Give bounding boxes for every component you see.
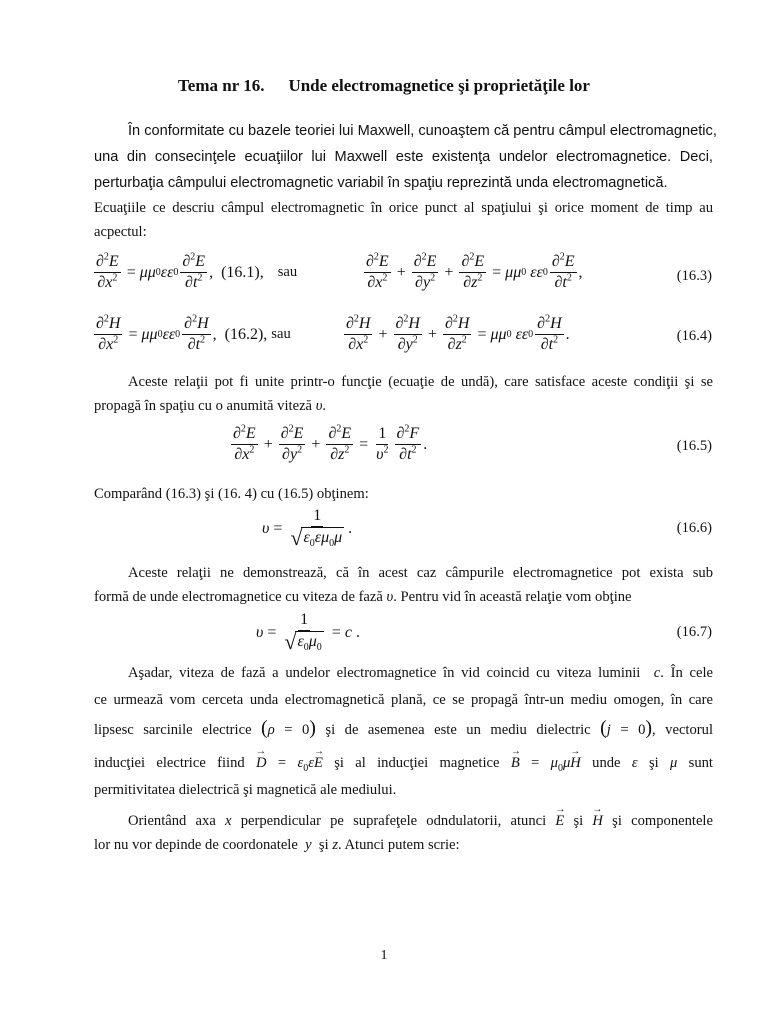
equation-row	[0, 424, 768, 474]
math-c: c	[653, 665, 661, 681]
page-number: 1	[380, 948, 388, 963]
text-line	[94, 718, 713, 740]
sau-label: sau	[271, 326, 291, 342]
eq-number: (16.4)	[676, 328, 712, 344]
equation-16-2: $\frac{\partial^2H}{\partial x^2}$ = μμ 0 εε 0 $\frac{\partial^2H}{\partial t^2}$ , (16.2) , sau	[96, 313, 291, 353]
equation-16-1: $\frac{\partial^2E}{\partial x^2}$ = μμ 0 εε 0 $\frac{\partial^2E}{\partial t^2}$ , (16.1) , sau	[96, 251, 298, 291]
math-y: y	[305, 837, 312, 853]
text-fragment: propagă în spaţiu cu o anumită viteză	[94, 398, 313, 414]
text-line: Ecuaţiile ce descriu câmpul electromagnetic în orice punct al spaţiului şi orice moment de timp au	[94, 200, 713, 216]
equation-16-6: υ = 1 √ $\varepsilon_0\varepsilon\mu_0\mu$ .	[262, 507, 353, 550]
eq-number: (16.7)	[676, 624, 712, 640]
math-z: z	[332, 837, 338, 853]
equation-16-3: $\frac{\partial^2E}{\partial x^2}$ + $\frac{\partial^2E}{\partial y^2}$ + $\frac{\partial^2E}{\partial z^2}$ = μμ 0 εε 0 $\frac{\partial^2E}{\partial t^2}$ ,	[366, 251, 583, 291]
text-line: Comparând (16.3) şi (16. 4) cu (16.5) obţinem:	[94, 486, 369, 502]
text-line: Aceste relaţii ne demonstrează, că în acest caz câmpurile electromagnetice pot exista sub	[128, 565, 713, 581]
title-subject: Unde electromagnetice şi proprietăţile lor	[288, 76, 590, 95]
equation-row	[0, 314, 768, 364]
text-fragment: . Atunci putem scrie:	[338, 837, 460, 853]
text-fragment: inducţiei electrice fiind	[94, 755, 245, 771]
math-e-vector: → E	[555, 811, 564, 831]
text-line	[94, 753, 713, 773]
eq-number: (16.3)	[676, 268, 712, 284]
text-line	[94, 835, 713, 855]
math-h-vector: → H	[592, 811, 603, 831]
text-line	[94, 811, 713, 831]
text-fragment: lipsesc sarcinile electrice	[94, 722, 252, 738]
math-v: υ	[315, 398, 323, 414]
text-line: permitivitatea dielectrică şi magnetică ale mediului.	[94, 782, 397, 798]
text-fragment: şi	[573, 813, 584, 829]
text-line: acpectul:	[94, 224, 147, 240]
math-j-zero: (j = 0)	[600, 717, 653, 739]
equation-row	[0, 252, 768, 302]
page-title	[0, 76, 768, 96]
text-line: propagă în spaţiu cu o anumită viteză υ.	[94, 398, 327, 414]
math-v: υ	[386, 589, 394, 605]
text-fragment: şi	[318, 837, 329, 853]
text-fragment: formă de unde electromagnetice cu viteza de fază	[94, 589, 383, 605]
text-line: ce urmează vom cerceta unda electromagnetică plană, ce se propagă într-un mediu omogen, în care	[94, 692, 713, 708]
text-line: perturbaţia câmpului electromagnetic variabil în spaţiu reprezintă unda electromagnetică.	[94, 175, 668, 191]
text-fragment: şi	[648, 755, 659, 771]
text-fragment: lor nu vor depinde de coordonatele	[94, 837, 298, 853]
equation-row	[0, 506, 768, 556]
text-fragment: Aşadar, viteza de fază a undelor electromagnetice în vid coincid cu viteza luminii	[128, 665, 641, 681]
eq-number: (16.1)	[221, 263, 260, 281]
math-d-relation: → $D = \varepsilon_0\varepsilon\to E$	[256, 755, 323, 771]
text-line: una din consecinţele ecuaţiilor lui Maxwell este existenţa undelor electromagnetice. Deci,	[94, 149, 713, 165]
equation-16-7: υ = 1 √ $\varepsilon_0\mu_0$ = c .	[256, 611, 360, 654]
text-fragment: unde	[592, 755, 621, 771]
text-fragment: perpendicular pe suprafeţele odndulatorii, atunci	[240, 813, 547, 829]
text-fragment: Orientând axa	[128, 813, 216, 829]
math-x: x	[225, 813, 232, 829]
eq-number: (16.5)	[676, 438, 712, 454]
text-fragment: şi de asemenea este un mediu dielectric	[325, 722, 591, 738]
text-fragment: , vectorul	[652, 722, 713, 738]
math-mu: μ	[670, 755, 678, 771]
text-fragment: şi componentele	[612, 813, 713, 829]
eq-number: (16.2)	[224, 325, 264, 343]
equation-16-4: $\frac{\partial^2H}{\partial x^2}$ + $\frac{\partial^2H}{\partial y^2}$ + $\frac{\partial^2H}{\partial z^2}$ = μμ 0 εε 0 $\frac{\partial^2H}{\partial t^2}$ .	[346, 313, 570, 353]
math-eps: ε	[631, 755, 638, 771]
eq-number: (16.6)	[676, 520, 712, 536]
sau-label: sau	[277, 264, 298, 280]
text-line	[94, 587, 713, 607]
text-line: Aceste relaţii pot fi unite printr-o funcţie (ecuaţie de undă), care satisface aceste condiţii şi se	[128, 374, 713, 390]
equation-row	[0, 610, 768, 660]
text-line	[94, 663, 713, 683]
text-line: În conformitate cu bazele teoriei lui Maxwell, cunoaştem că pentru câmpul electromagnetic,	[128, 123, 717, 139]
text-fragment: . În cele	[660, 665, 714, 681]
text-fragment: . Pentru vid în această relaţie vom obţine	[393, 589, 632, 605]
text-fragment: şi al inducţiei magnetice	[334, 755, 500, 771]
math-rho-zero: (ρ = 0)	[261, 717, 316, 739]
math-b-relation: → $B = \mu_0\mu\to H$	[511, 755, 581, 771]
title-number: Tema nr 16.	[178, 76, 265, 95]
equation-16-5: $\frac{\partial^2E}{\partial x^2}$ + $\frac{\partial^2E}{\partial y^2}$ + $\frac{\partial^2E}{\partial z^2}$ = $\frac{1}{\upsilon^2}$ $\frac{\partial^2F}{\partial t^2}$ .	[233, 423, 428, 463]
text-fragment: sunt	[688, 755, 713, 771]
